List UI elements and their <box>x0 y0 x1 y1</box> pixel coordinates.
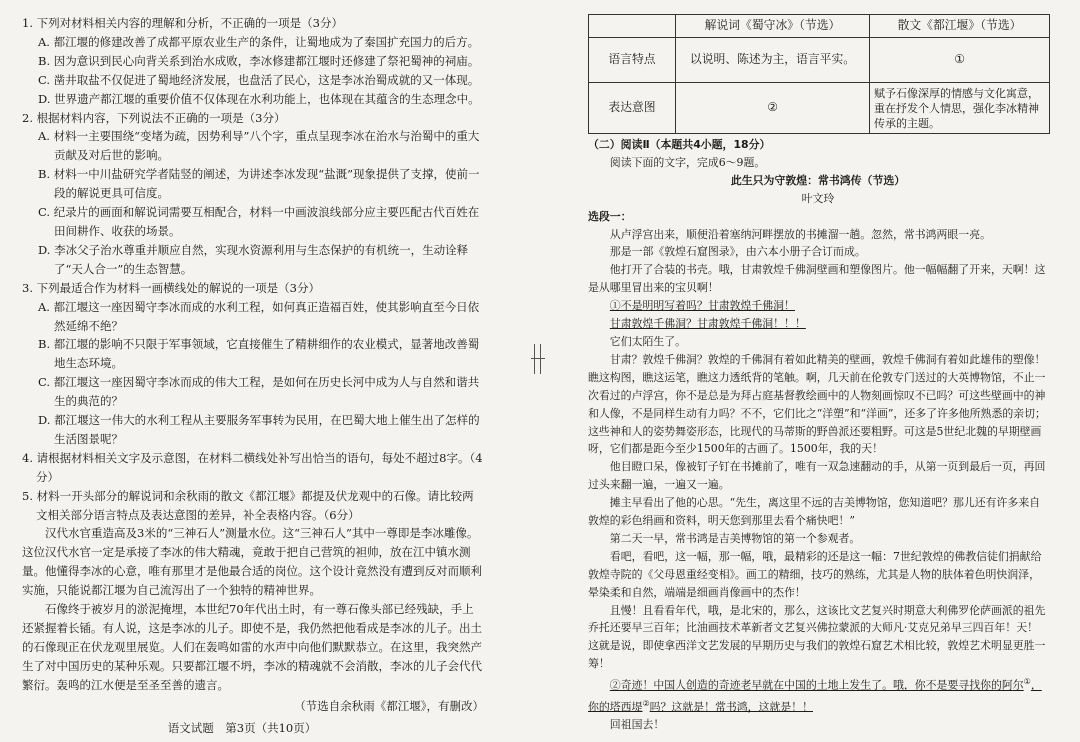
table-header-cell: 散文《都江堰》（节选） <box>870 15 1050 38</box>
question-1 <box>22 14 484 109</box>
question-3 <box>22 279 484 449</box>
passage-title: 此生只为守敦煌：常书鸿传（节选） <box>730 173 906 187</box>
table-cell: 赋予石像深厚的情感与文化寓意，重在抒发个人情思，强化李冰精神传承的主题。 <box>870 83 1050 134</box>
underlined-sentence-1: ①不是明明写着吗？甘肃敦煌千佛洞！ <box>609 299 795 313</box>
passage-paragraph: 石像终于被岁月的淤泥掩埋，本世纪70年代出土时，有一尊石像头部已经残缺，手上还紧握着长锸。有人说，这是李冰的儿子。即使不是，我仍然把他看成是李冰的儿子。出土的石像现正在伏龙观里展览。人们在轰鸣如雷的水声中向他们默默恭立。在这里，我突然产生了对中国历史的某种乐观。只要都江堰不坍，李冰的精魂就不会消散，李冰的儿子会代代繁衍。轰鸣的江水便是至圣至善的遗言。 <box>22 602 482 692</box>
option: D. 李冰父子治水尊重并顺应自然，实现水资源利用与生态保护的有机统一，生动诠释了“天人合一”的生态智慧。 <box>38 242 469 276</box>
question-stem: 2. 根据材料内容，下列说法不正确的一项是（3分） <box>22 110 286 125</box>
table-row-label: 表达意图 <box>589 83 676 134</box>
underlined-sentence-1-cont: 甘肃敦煌千佛洞？甘肃敦煌千佛洞！！！ <box>609 317 806 331</box>
option: C. 纪录片的画面和解说词需要互相配合，材料一中画波浪线部分应主要匹配古代百姓在田间耕作、收获的场景。 <box>38 205 480 238</box>
option: A. 都江堰这一座因蜀守李冰而成的水利工程，如何真正造福百姓，使其影响直至今日依然延绵不绝？ <box>38 299 480 333</box>
question-stem: 5. 材料一开头部分的解说词和余秋雨的散文《都江堰》都提及伏龙观中的石像。请比较两文相关部分语言特点及表达意图的差异，补全表格内容。（6分） <box>22 488 474 522</box>
source-citation: （节选自余秋雨《都江堰》，有删改） <box>294 698 484 713</box>
passage-paragraph: 第二天一早，常书鸿是吉美博物馆的第一个参观者。 <box>609 531 861 545</box>
option: A. 都江堰的修建改善了成都平原农业生产的条件，让蜀地成为了秦国扩充国力的后方。 <box>38 34 480 49</box>
segment-label: 选段一： <box>588 209 632 223</box>
passage-paragraph: 他目瞪口呆，像被钉子钉在书摊前了，唯有一双急速翻动的手，从第一页到最后一页，再回过头来翻一遍，一遍又一遍。 <box>588 460 1046 492</box>
question-stem: 4. 请根据材料相关文字及示意图，在材料二横线处补写出恰当的语句，每处不超过8字。（4分） <box>22 450 483 484</box>
page-footer: 语文试题 第3页（共10页） <box>167 720 317 735</box>
passage-paragraph: 他打开了合装的书壳。哦，甘肃敦煌千佛洞壁画和塑像图片。他一幅幅翻了开来，天啊！这是从哪里冒出来的宝贝啊！ <box>588 263 1046 295</box>
table-cell: 以说明、陈述为主，语言平实。 <box>676 38 870 83</box>
table-header-cell <box>589 15 676 38</box>
passage-paragraph: 那是一部《敦煌石窟图录》，由六本小册子合订而成。 <box>609 245 866 259</box>
underlined-sentence-2: ②奇迹！中国人创造的奇迹老早就在中国的土地上发生了。哦，你不是要寻找你的阿尔①，你的塔西堤②吗？这就是！常书鸿，这就是！！ <box>588 677 1042 714</box>
question-2 <box>22 109 484 279</box>
comparison-table <box>588 14 1050 134</box>
passage-paragraph: 它们太陌生了。 <box>609 334 687 348</box>
table-cell: ② <box>676 83 870 134</box>
fold-divider <box>531 344 545 374</box>
passage-paragraph: 甘肃？敦煌千佛洞？敦煌的千佛洞有着如此精美的壁画，敦煌千佛洞有着如此雄伟的塑像！瞧这构图，瞧这运笔，瞧这力透纸背的笔触。啊，几天前在伦敦专门送过的大英博物馆，不止一次看过的卢浮宫，你不是总是为拜占庭基督教绘画中的人物刻画惊叹不已吗？可这些壁画中的神和人像，不是同样生动有力吗？不不，它们比之“洋塑”和“洋画”，还多了许多他所熟悉的亲切；这些神和人的姿势舞姿形态，比现代的马蒂斯的野兽派还要粗野。可这是5世纪北魏的早期壁画呀，它们都是距今至少1500年的古画了。1500年，我的天！ <box>588 352 1046 456</box>
question-stem: 1. 下列对材料相关内容的理解和分析，不正确的一项是（3分） <box>22 16 343 30</box>
passage-paragraph: 回祖国去！ <box>609 718 665 732</box>
option: C. 凿井取盐不仅促进了蜀地经济发展，也盘活了民心，这是李冰治蜀成就的又一体现。 <box>38 72 480 87</box>
section-heading: （二）阅读Ⅱ（本题共4小题，18分） <box>588 138 771 151</box>
table-header-cell: 解说词《蜀守冰》（节选） <box>676 15 870 38</box>
question-4 <box>22 449 484 487</box>
table-row-label: 语言特点 <box>589 38 676 83</box>
option: B. 因为意识到民心向背关系到治水成败，李冰修建都江堰时还修建了祭祀蜀神的祠庙。 <box>38 53 480 68</box>
option: B. 都江堰的影响不只限于军事领域，它直接催生了精耕细作的农业模式，显著地改善蜀地生态环境。 <box>38 337 480 371</box>
instruction: 阅读下面的文字，完成6～9题。 <box>609 155 766 169</box>
passage-paragraph: 摊主早看出了他的心思。“先生，离这里不远的吉美博物馆，您知道吧？那儿还有许多来自敦煌的彩色绢画和资料，明天您到那里去看个痛快吧！” <box>588 496 1041 528</box>
right-column <box>588 14 1048 734</box>
option: A. 材料一主要围绕“变堵为疏，因势利导”八个字，重点呈现李冰在治水与治蜀中的重大贡献及对后世的影响。 <box>38 129 480 163</box>
passage-author: 叶文玲 <box>801 191 835 205</box>
option: D. 都江堰这一伟大的水利工程从主要服务军事转为民用，在巴蜀大地上催生出了怎样的生活图景呢？ <box>38 413 480 446</box>
option: B. 材料一中川盐研究学者陆竖的阐述，为讲述李冰发现“盐溉”现象提供了支撑，使前一段的解说更具可信度。 <box>38 167 480 201</box>
question-5 <box>22 487 484 525</box>
left-column <box>22 14 484 716</box>
option: D. 世界遗产都江堰的重要价值不仅体现在水利功能上，也体现在其蕴含的生态理念中。 <box>38 91 480 106</box>
question-stem: 3. 下列最适合作为材料一画横线处的解说的一项是（3分） <box>22 280 320 295</box>
option: C. 都江堰这一座因蜀守李冰而成的伟大工程，是如何在历史长河中成为人与自然和谐共生的典范的？ <box>38 375 480 409</box>
passage-paragraph: 且慢！且看看年代，哦，是北宋的，那么，这该比文艺复兴时期意大利佛罗伦萨画派的祖先乔托还要早三百年；比油画技术革新者文艺复兴佛拉蒙派的大师凡·艾克兄弟早三四百年！天！这就是说，即使拿西洋文艺发展的早期历史与我们的敦煌石窟艺术相比较，敦煌艺术明显更胜一筹！ <box>588 603 1046 671</box>
passage-paragraph: 看吧，看吧，这一幅，那一幅，哦，最精彩的还是这一幅：7世纪敦煌的佛教信徒们捐献给敦煌寺院的《父母恩重经变相》。画工的精细，技巧的熟练，尤其是人物的肤体着色明快润泽，晕染柔和自然，端端是细画肖像画中的杰作！ <box>588 549 1042 599</box>
passage-paragraph: 汉代水官重造高及3米的“三神石人”测量水位。这“三神石人”其中一尊即是李冰雕像。这位汉代水官一定是承接了李冰的伟大精魂，竟敢于把自己营筑的袒帅，放在江中镇水测量。他懂得李冰的心意，唯有那里才是他最合适的岗位。这个设计竟然没有遭到反对而顺利实施，只能说都江堰为自己流泻出了一个独特的精神世界。 <box>22 526 482 598</box>
passage-paragraph: 从卢浮宫出来，顺便沿着塞纳河畔摆放的书摊溜一趟。忽然，常书鸿两眼一亮。 <box>609 227 991 241</box>
table-cell: ① <box>870 38 1050 83</box>
